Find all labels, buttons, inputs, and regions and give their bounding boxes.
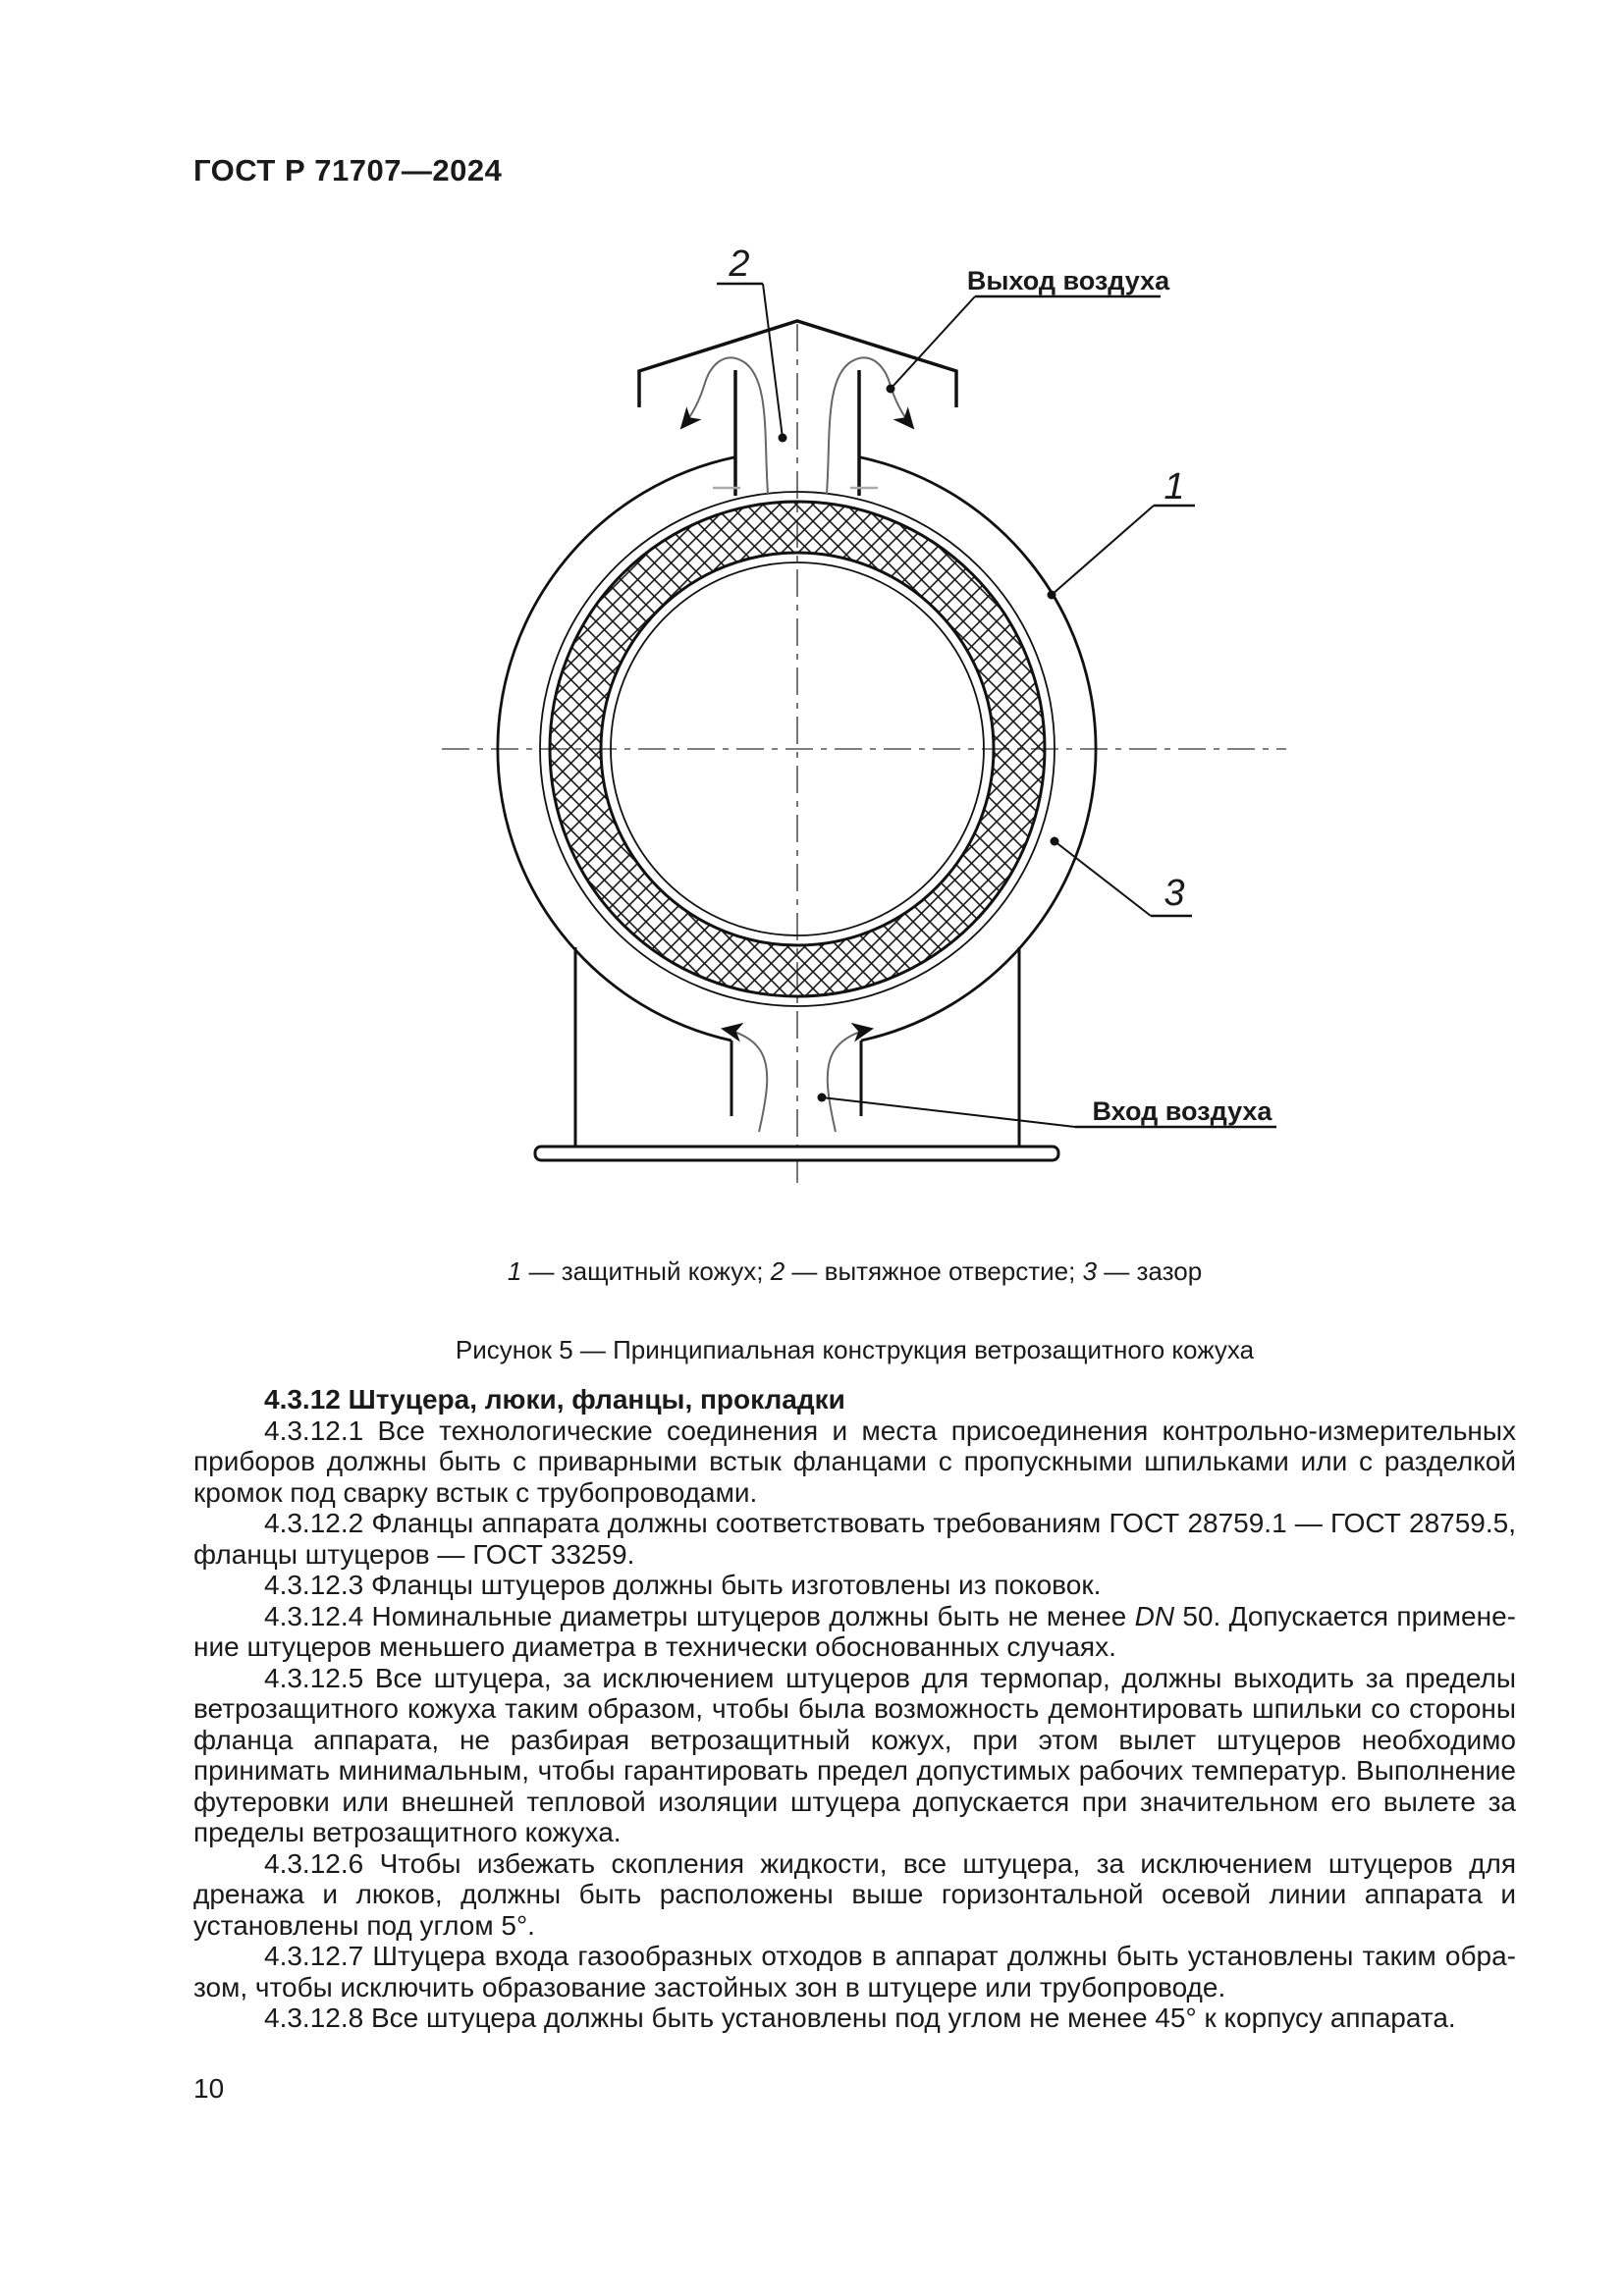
callout-3-leader bbox=[1055, 841, 1151, 916]
page-header: ГОСТ Р 71707—2024 bbox=[193, 153, 503, 187]
figure-5 bbox=[412, 221, 1316, 1232]
exhaust-flow-left bbox=[681, 357, 768, 494]
paragraph-4-3-12-1: 4.3.12.1 Все технологические соединения и места присоединения контрольно-измерительных приборов должны быть с приварными встык фланцами с пропускными шпильками или с разделкой кромок под сварку встык с трубопроводами. bbox=[193, 1415, 1516, 1508]
section-text bbox=[193, 1384, 1516, 2034]
figure-5-diagram bbox=[412, 221, 1316, 1232]
callout-1-dot bbox=[1048, 591, 1056, 600]
legend-num-3: 3 bbox=[1082, 1256, 1098, 1286]
legend-text-3: — зазор bbox=[1097, 1256, 1203, 1286]
legend-num-1: 1 bbox=[507, 1256, 522, 1286]
callout-1-leader bbox=[1052, 506, 1154, 595]
paragraph-4-3-12-8: 4.3.12.8 Все штуцера должны быть установлены под углом не менее 45° к корпусу аппарата. bbox=[264, 2002, 1456, 2033]
inlet-flow-left bbox=[723, 1029, 767, 1132]
figure-legend bbox=[193, 1256, 1516, 1287]
callout-3-label: 3 bbox=[1164, 873, 1185, 914]
p4-before: 4.3.12.4 Номинальные диаметры штуцеров должны быть не менее bbox=[264, 1600, 1135, 1631]
paragraph-4-3-12-5: 4.3.12.5 Все штуцера, за исключением штуцеров для термопар, должны выходить за пределы ветрозащитного кожуха таким образом, чтобы была возможность демонтировать шпильки со стороны фланца аппарата, не разбирая ветрозащитный кожух, при этом вылет штуцеров необходимо принимать минимальным, чтобы гарантировать предел допустимых рабочих температур. Выполнение футеровки или внешней тепловой изоляции штуцера допускается при значительном его вылете за пределы ветрозащитного кожуха. bbox=[193, 1662, 1516, 1847]
p4-dn-italic: DN bbox=[1134, 1600, 1175, 1631]
paragraph-4-3-12-7: 4.3.12.7 Штуцера входа газообразных отходов в аппарат должны быть установлены таким образом, чтобы исключить образование застойных зон в штуцере или трубопроводе. bbox=[193, 1941, 1516, 2002]
p4-after: 50. Допускается применение штуцеров меньшего диаметра в технически обоснованных случаях. bbox=[193, 1600, 1516, 1662]
callout-3-dot bbox=[1051, 837, 1059, 846]
base-plate bbox=[535, 1147, 1058, 1160]
air-outlet-label: Выход воздуха bbox=[966, 266, 1170, 295]
section-heading: 4.3.12 Штуцера, люки, фланцы, прокладки bbox=[264, 1384, 845, 1415]
inlet-flow-right bbox=[828, 1029, 872, 1132]
figure-caption: Рисунок 5 — Принципиальная конструкция ветрозащитного кожуха bbox=[455, 1335, 1255, 1364]
callout-2-dot bbox=[779, 434, 787, 443]
callout-2-leader bbox=[763, 284, 783, 438]
callout-1-label: 1 bbox=[1164, 466, 1185, 507]
air-inlet-label: Вход воздуха bbox=[1092, 1096, 1272, 1126]
air-inlet-dot bbox=[818, 1094, 827, 1102]
callout-2-label: 2 bbox=[729, 243, 750, 285]
air-outlet-leader bbox=[891, 296, 975, 389]
paragraph-4-3-12-2: 4.3.12.2 Фланцы аппарата должны соответствовать требованиям ГОСТ 28759.1 — ГОСТ 28759.5, фланцы штуцеров — ГОСТ 33259. bbox=[193, 1508, 1516, 1570]
legend-text-2: — вытяжное отверстие; bbox=[785, 1256, 1083, 1286]
air-outlet-dot bbox=[887, 385, 895, 394]
legend-text-1: — защитный кожух; bbox=[521, 1256, 771, 1286]
legend-num-2: 2 bbox=[770, 1256, 785, 1286]
paragraph-4-3-12-6: 4.3.12.6 Чтобы избежать скопления жидкости, все штуцера, за исключением штуцеров для дренажа и люков, должны быть расположены выше горизонтальной осевой линии аппарата и установлены под углом 5°. bbox=[193, 1847, 1516, 1941]
paragraph-4-3-12-4 bbox=[193, 1601, 1516, 1663]
paragraph-4-3-12-3: 4.3.12.3 Фланцы штуцеров должны быть изготовлены из поковок. bbox=[264, 1570, 1102, 1600]
page-number: 10 bbox=[193, 2073, 225, 2104]
